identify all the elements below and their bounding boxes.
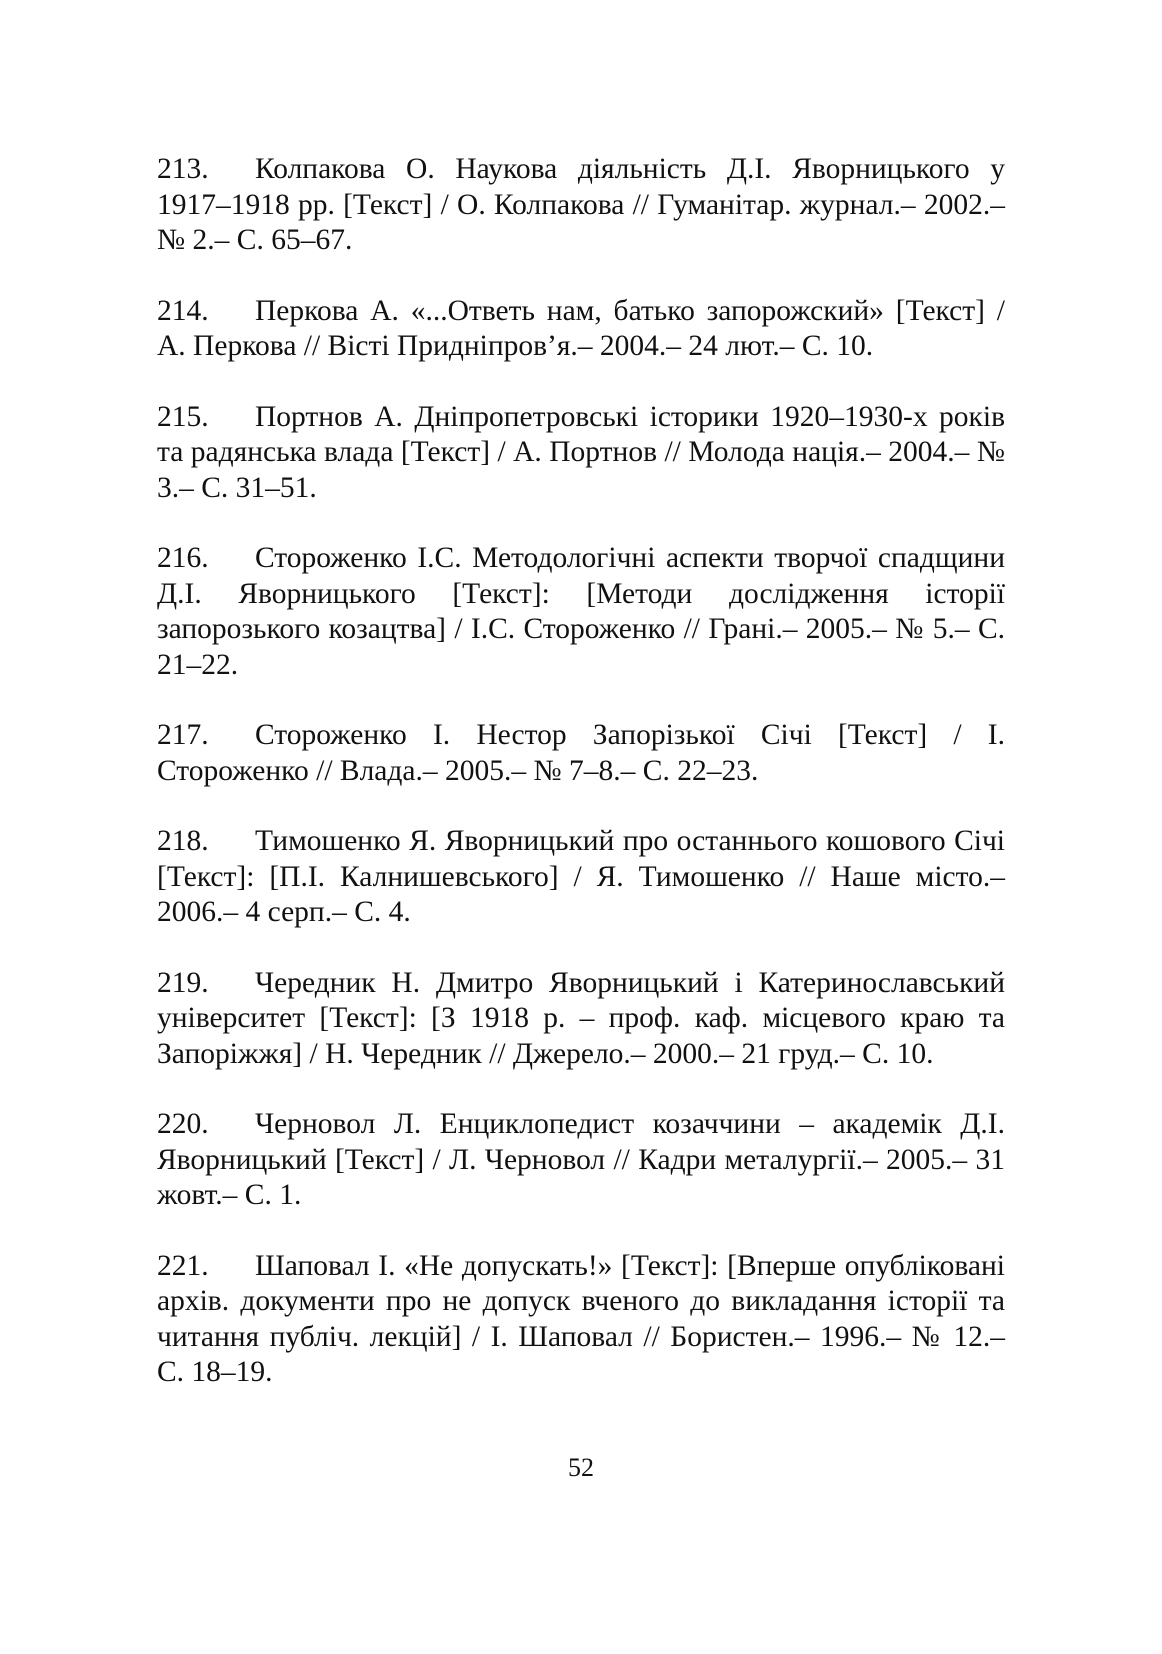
bibliography-entry-213 bbox=[157, 152, 1005, 259]
bibliography-entry-219 bbox=[157, 966, 1005, 1073]
entry-text: Чередник Н. Дмитро Яворницький і Катеринославський університет [Текст]: [З 1918 р. – проф. каф. місцевого краю та Запоріжжя] / Н. Чередник // Джерело.– 2000.– 21 груд.– С. 10. bbox=[157, 966, 1005, 1070]
entry-text: Колпакова О. Наукова діяльність Д.І. Яворницького у 1917–1918 рр. [Текст] / О. Колпакова // Гуманітар. журнал.– 2002.– № 2.– С. 65–67. bbox=[157, 153, 1005, 256]
entry-text: Стороженко І.С. Методологічні аспекти творчої спадщини Д.І. Яворницького [Текст]: [Методи дослідження історії запорозького козацтва] / І.С. Стороженко // Грані.– 2005.– № 5.– С. 21–22. bbox=[157, 542, 1005, 681]
bibliography-entry-216 bbox=[157, 541, 1005, 683]
bibliography-entry-214 bbox=[157, 294, 1005, 365]
entry-text: Шаповал І. «Не допускать!» [Текст]: [Вперше опубліковані архів. документи про не допуск вченого до викладання історії та читання публіч. лекцій] / І. Шаповал // Бористен.– 1996.– № 12.– С. 18–19. bbox=[157, 1249, 1005, 1388]
entry-number: 215. bbox=[157, 400, 209, 433]
page-number: 52 bbox=[568, 1453, 594, 1482]
bibliography-entry-217 bbox=[157, 718, 1005, 789]
entry-number: 218. bbox=[157, 825, 209, 857]
entry-number: 221. bbox=[157, 1249, 209, 1282]
entry-number: 219. bbox=[157, 966, 209, 999]
entry-number: 220. bbox=[157, 1108, 209, 1140]
bibliography-list bbox=[157, 152, 1005, 1391]
entry-number: 217. bbox=[157, 719, 209, 751]
bibliography-entry-215 bbox=[157, 400, 1005, 507]
bibliography-entry-221 bbox=[157, 1249, 1005, 1391]
entry-text: Стороженко І. Нестор Запорізької Січі [Текст] / І. Стороженко // Влада.– 2005.– № 7–8.– С. 22–23. bbox=[157, 719, 1005, 787]
entry-text: Портнов А. Дніпропетровські історики 1920–1930-х років та радянська влада [Текст] / А. Портнов // Молода нація.– 2004.– № 3.– С. 31–51. bbox=[157, 400, 1005, 504]
entry-text: Тимошенко Я. Яворницький про останнього кошового Січі [Текст]: [П.І. Калнишевського] / Я. Тимошенко // Наше місто.– 2006.– 4 серп.– С. 4. bbox=[157, 825, 1005, 928]
bibliography-entry-218 bbox=[157, 824, 1005, 931]
entry-text: Черновол Л. Енциклопедист козаччини – академік Д.І. Яворницький [Текст] / Л. Черновол // Кадри металургії.– 2005.– 31 жовт.– С. 1. bbox=[157, 1108, 1005, 1211]
entry-number: 216. bbox=[157, 542, 209, 574]
entry-number: 213. bbox=[157, 153, 209, 185]
entry-number: 214. bbox=[157, 294, 209, 327]
entry-text: Перкова А. «...Ответь нам, батько запорожский» [Текст] / А. Перкова // Вісті Придніпров’я.– 2004.– 24 лют.– С. 10. bbox=[157, 294, 1005, 362]
bibliography-entry-220 bbox=[157, 1107, 1005, 1214]
